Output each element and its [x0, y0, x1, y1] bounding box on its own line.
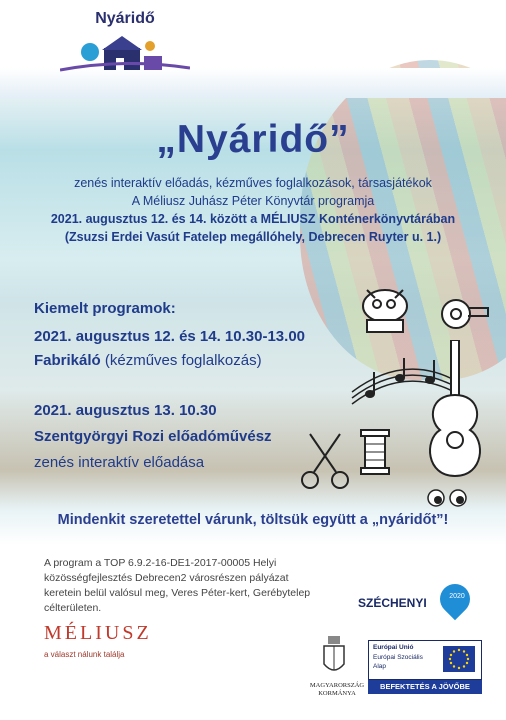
welcome-message: Mindenkit szeretettel várunk, töltsük együtt a „nyáridőt”!: [57, 512, 449, 528]
logo-text: Nyáridő: [95, 10, 155, 27]
program-1-desc: (kézműves foglalkozás): [100, 352, 262, 369]
thread-spool-icon: [355, 428, 395, 478]
logo-swoosh: [60, 62, 190, 72]
program-2-date: 2021. augusztus 13. 10.30: [34, 402, 217, 419]
government-line-1: MAGYARORSZÁG: [309, 682, 365, 689]
eu-line-3: Alap: [373, 663, 387, 670]
program-2-name: Szentgyörgyi Rozi előadóművész: [34, 428, 272, 445]
program-2-desc: zenés interaktív előadása: [34, 454, 205, 471]
program-1-name: Fabrikáló: [34, 352, 101, 369]
googly-eyes-icon: [426, 488, 470, 508]
date-location-line: 2021. augusztus 12. és 14. között a MÉLIUSZ Konténerkönyvtárában: [50, 212, 456, 226]
invest-banner: BEFEKTETÉS A JÖVŐBE: [368, 680, 482, 694]
szechenyi-label: SZÉCHENYI: [358, 596, 427, 610]
pincushion-icon: [355, 282, 415, 340]
eu-line-1: Európai Unió: [373, 644, 414, 651]
program-1: [34, 352, 262, 369]
program-1-date: 2021. augusztus 12. és 14. 10.30-13.00: [34, 328, 306, 345]
eu-logo: [368, 640, 482, 680]
government-line-2: KORMÁNYA: [318, 690, 356, 697]
eu-line-2: Európai Szociális: [373, 654, 423, 661]
eu-flag-icon: [443, 646, 475, 672]
measuring-tape-icon: [440, 296, 490, 332]
event-subtitle: zenés interaktív előadás, kézműves foglalkozások, társasjátékok: [74, 176, 432, 190]
government-label: [304, 682, 370, 698]
event-title: „Nyáridő”: [156, 118, 350, 161]
address-line: (Zsuzsi Erdei Vasút Fatelep megállóhely, Debrecen Ruyter u. 1.): [64, 230, 442, 244]
szechenyi-year: 2020: [449, 593, 465, 600]
hungarian-crest-icon: [322, 636, 346, 680]
meliusz-tagline: a választ nálunk találja: [44, 650, 125, 659]
guitar-icon: [420, 340, 490, 480]
organizer-line: A Méliusz Juhász Péter Könyvtár programja: [131, 194, 375, 208]
scissors-icon: [300, 432, 350, 492]
funding-text: A program a TOP 6.9.2-16-DE1-2017-00005 Helyi közösségfejlesztés Debrecen2 városrészen pályázat keretein belül valósul meg, Veres Péter-kert, Gerébytelep célterületen.: [44, 557, 311, 614]
programs-heading: Kiemelt programok:: [34, 300, 176, 317]
meliusz-logo: MÉLIUSZ: [44, 622, 152, 644]
